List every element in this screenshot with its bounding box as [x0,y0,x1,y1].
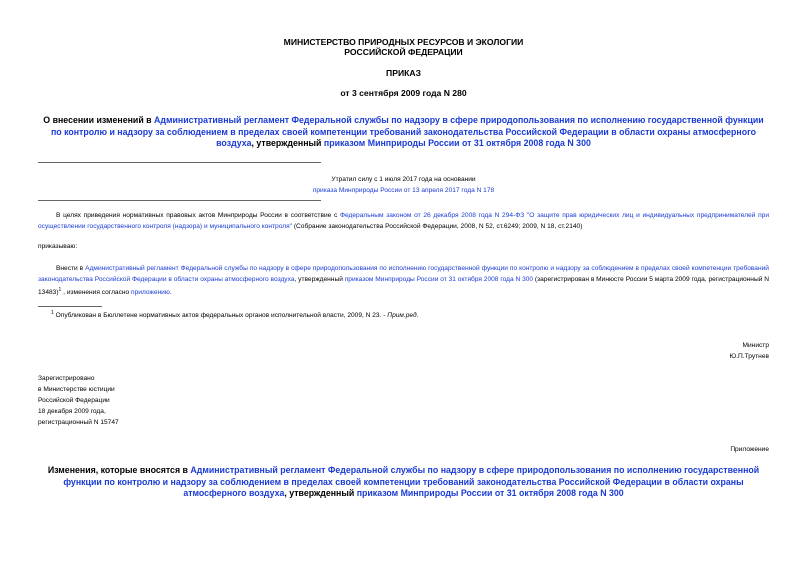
body-text-2: , утвержденный [294,276,345,283]
ministry-line-1: МИНИСТЕРСТВО ПРИРОДНЫХ РЕСУРСОВ И ЭКОЛОГИИ [283,37,524,47]
body-order-link[interactable]: приказом Минприроды России от 31 октября 2008 года N 300 [344,276,534,283]
preamble-law-link[interactable]: Федеральным законом от 26 декабря 2008 года N 294-ФЗ "О защите прав юридических лиц и индивидуальных предпринимателей при осуществлении государственного контроля (надзора) и муниципального контроля" [38,212,770,230]
body-footnote-mark: 1 [58,287,62,293]
appendix-order-link[interactable]: приказом Минприроды России от 31 октября 2008 года N 300 [356,488,624,498]
doc-date: от 3 сентября 2009 года N 280 [340,88,467,98]
registration-line: в Министерстве юстиции [38,386,115,393]
body-regulation-link[interactable]: Административный регламент Федеральной службы по надзору в сфере природопользования по исполнению государственной функции по контролю и надзору за соблюдением в пределах своей компетенции требований законодательства Российской Федерации в области охраны атмосферного воздуха [38,265,769,283]
footnote-mark: 1 [51,310,54,316]
footnote-divider [38,306,102,307]
expiry-link[interactable]: приказа Минприроды России от 13 апреля 2017 года N 178 [312,187,495,194]
order-paragraph [38,263,769,298]
expiry-note [0,174,807,196]
order-word: приказываю: [38,243,78,250]
divider-bottom [38,200,321,201]
footnote-editor-note: Прим.ред. [387,312,419,320]
title-prefix: О внесении изменений в [43,115,155,125]
signature-position: Министр [742,342,769,349]
appendix-regulation-link[interactable]: Административный регламент Федеральной службы по надзору в сфере природопользования по исполнению государственной функции по контролю и надзору за соблюдением в пределах своей компетенции требований законодательства Российской Федерации в области охраны атмосферного воздуха [63,465,760,498]
ministry-heading [0,37,807,57]
footnote-text: Опубликован в Бюллетене нормативных актов федеральных органов исполнительной власти, 2009, N 23. - [53,312,388,320]
body-text-1: Внести в [56,265,86,272]
expiry-line: Утратил силу с 1 июля 2017 года на основании [331,176,476,183]
ministry-line-2: РОССИЙСКОЙ ФЕДЕРАЦИИ [344,47,463,57]
doc-type: ПРИКАЗ [386,68,421,78]
body-text-5: . [169,289,172,297]
appendix-title [38,465,769,500]
appendix-middle: , утвержденный [284,488,357,498]
registration-block [38,373,119,428]
appendix-prefix: Изменения, которые вносятся в [47,465,191,475]
body-appendix-link[interactable]: приложению [131,289,170,297]
divider-top [38,162,321,163]
title-middle: , утвержденный [251,138,324,148]
preamble-text-2: (Собрание законодательства Российской Федерации, 2008, N 52, ст.6249; 2009, N 18, ст.2140) [292,223,583,230]
registration-line: Российской Федерации [38,397,110,404]
preamble-text-1: В целях приведения нормативных правовых актов Минприроды России в соответствие с [56,212,340,219]
body-text-4: , изменения согласно [61,289,132,297]
title-regulation-link[interactable]: Административный регламент Федеральной службы по надзору в сфере природопользования по исполнению государственной функции по контролю и надзору за соблюдением в пределах своей компетенции требований законодательства Российской Федерации в области охраны атмосферного воздуха [50,115,764,148]
footnote [51,308,419,321]
document-title [38,115,769,150]
preamble-paragraph [38,210,769,232]
registration-line: Зарегистрировано [38,375,95,382]
registration-line: 18 декабря 2009 года, [38,408,106,415]
signature-block [730,340,769,362]
appendix-label: Приложение [730,446,769,453]
signature-name: Ю.П.Трутнев [729,353,769,360]
title-order-link[interactable]: приказом Минприроды России от 31 октября 2008 года N 300 [323,138,591,148]
registration-line: регистрационный N 15747 [38,419,119,426]
body-text-3: (зарегистрирован в Минюсте России 5 марта 2009 года, регистрационный N 13483) [38,276,769,297]
